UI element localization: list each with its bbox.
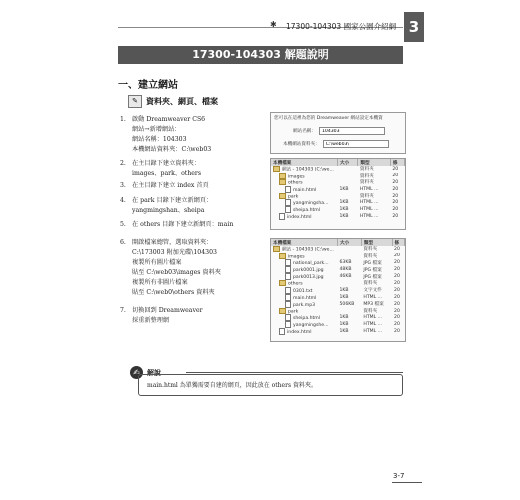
file-modified: 20 [394,322,400,328]
folder-icon [279,280,286,286]
file-name: images [271,253,338,260]
file-modified: 20 [392,214,399,220]
file-size: 1KB [339,186,349,192]
file-name: 網站 - 104303 (C:\we... [271,246,338,253]
file-row[interactable] [271,287,405,294]
file-modified: 20 [394,280,400,286]
file-name: park.mp3 [271,301,338,308]
file-icon [285,259,291,266]
step-text [132,159,201,179]
note-box: main.html 為單獨需要自建的網頁，因此放在 others 資料夾。 [138,374,403,396]
step-line: 複製所有非圖片檔案 [132,279,188,286]
file-modified: 20 [394,315,400,321]
files-panel-2 [270,238,406,342]
local-folder-label: 本機網站資料夾： [283,142,320,147]
file-modified: 20 [394,301,400,307]
file-row[interactable] [271,199,405,206]
file-row[interactable] [271,280,405,287]
file-modified: 20 [394,253,400,259]
file-size [338,173,358,180]
file-row[interactable] [271,166,405,173]
file-modified: 20 [392,186,399,192]
step-line: 網站名稱：104303 [132,136,187,143]
step-line: 貼至 C:\web0\others 資料夾 [132,289,215,296]
file-icon [285,186,291,193]
step-line: 採重新整理網 [132,317,170,324]
file-name: sheipa.html [271,206,338,213]
file-modified: 20 [392,193,399,199]
column-header[interactable]: 類型 [361,239,392,246]
file-row[interactable] [271,259,405,266]
step-line: images、park、others [132,170,202,177]
step-text [132,306,203,326]
column-header[interactable]: 本機檔案 [271,159,338,166]
file-type: 資料夾 [359,180,374,186]
file-size: 46KB [339,274,352,280]
file-name: 0301.txt [271,287,338,294]
file-modified: 20 [394,274,400,280]
step-line: 切換回到 Dreamweaver [132,307,203,314]
file-name: yangmingshe... [271,321,338,328]
file-type: HTML ... [363,315,382,321]
file-name: park0001.jpg [271,266,338,273]
step-line: 開啟檔案總管，選取資料夾： [132,239,213,246]
step-line: C:\173003 附加光碟\104303 [132,249,217,256]
step-item [120,306,203,326]
file-modified: 20 [394,246,400,252]
file-modified: 20 [394,260,400,266]
file-type: HTML ... [363,322,382,328]
file-size [338,193,358,200]
step-line: yangmingshan、sheipa [132,207,205,214]
step-line: 貼至 C:\web03\images 資料夾 [132,269,221,276]
column-header[interactable]: 類型 [358,159,390,166]
file-size: 63KB [339,260,352,266]
file-type: 資料夾 [363,247,378,253]
file-name: national_park... [271,259,338,266]
folder-icon [279,179,286,185]
step-number: 1. [120,116,126,123]
step-text [132,238,221,298]
step-line: 複製所有圖片檔案 [132,259,182,266]
step-item [120,115,211,155]
file-modified: 20 [394,294,400,300]
folder-icon [279,253,286,259]
file-icon [285,294,291,301]
file-size: 1KB [339,207,349,213]
file-row[interactable] [271,206,405,213]
file-type: HTML ... [363,329,382,335]
step-item [120,238,221,298]
step-text [132,220,233,230]
step-line: 在 others 目錄下建立新網頁：main [132,221,234,228]
file-size [338,280,362,287]
step-number: 2. [120,160,126,167]
file-modified: 20 [392,166,399,172]
file-modified: 20 [394,308,400,314]
file-row[interactable] [271,308,405,315]
file-icon [285,273,291,280]
file-row[interactable] [271,321,405,328]
file-icon [285,206,291,213]
file-size [338,166,358,173]
file-type: 資料夾 [359,194,374,200]
folder-icon [279,193,286,199]
file-name: index.html [271,213,338,220]
file-size: 1KB [339,315,349,321]
file-row[interactable] [271,253,405,260]
site-setup-dialog [270,112,406,154]
column-header[interactable]: 修 [392,239,404,246]
step-number: 7. [120,307,126,314]
file-modified: 20 [394,287,400,293]
file-name: others [271,280,338,287]
step-text [132,196,212,216]
step-text [132,181,209,191]
step-item [120,196,212,216]
file-type: MP3 檔案 [363,302,384,308]
file-row[interactable] [271,328,405,335]
file-row[interactable] [271,179,405,186]
file-type: HTML ... [359,214,379,220]
file-name: 網站 - 104303 (C:\we... [271,166,338,173]
folder-icon [273,166,280,172]
step-number: 4. [120,197,126,204]
file-modified: 20 [394,267,400,273]
section-title: 一、建立網站 [118,80,178,91]
step-line: 在主目錄下建立資料夾： [132,160,201,167]
file-icon [285,321,291,328]
file-size: 1KB [339,329,349,335]
file-name: park0013.jpg [271,273,338,280]
folder-icon [273,246,280,252]
chapter-tab: 3 [404,12,424,42]
running-title: 17300-104303 國家公園介紹網 [286,22,397,31]
file-row[interactable] [271,186,405,193]
file-type: 資料夾 [359,167,374,173]
file-modified: 20 [392,173,399,179]
file-modified: 20 [392,207,399,213]
file-row[interactable] [271,173,405,180]
file-icon [285,314,291,321]
file-name: yangmingsha... [271,199,338,206]
step-item [120,159,201,179]
star-icon: ✱ [270,20,277,29]
file-size [338,308,362,315]
file-row[interactable] [271,266,405,273]
file-size [338,246,362,253]
step-number: 3. [120,182,126,189]
file-name: main.html [271,294,338,301]
subsection-heading [128,95,218,108]
file-modified: 20 [392,200,399,206]
file-type: 文字文件 [363,288,382,294]
file-row[interactable] [271,273,405,280]
note-rule [186,372,403,373]
file-row[interactable] [271,301,405,308]
file-name: main.html [271,186,338,193]
step-line: 本機網站資料夾：C:\web03 [132,146,212,153]
file-icon [285,266,291,273]
step-number: 6. [120,239,126,246]
step-line: 在主目錄下建立 index 首頁 [132,182,209,189]
file-type: HTML ... [359,186,379,192]
file-type: 資料夾 [363,281,378,287]
step-line: 啟動 Dreamweaver CS6 [132,116,206,123]
file-size: 1KB [339,200,349,206]
folder-icon [279,173,286,179]
file-size: 48KB [339,267,352,273]
file-type: HTML ... [363,294,382,300]
file-type: JPG 檔案 [363,260,382,266]
dialog-description: 您可以在這裡為您的 Dreamweaver 網站設定本機資 [274,116,383,121]
page-number: 3-7 [393,472,405,480]
file-type: 資料夾 [363,253,378,259]
file-row[interactable] [271,193,405,200]
file-icon [279,328,285,335]
column-header[interactable]: 修 [390,159,404,166]
page-rule [392,482,422,483]
file-type: 資料夾 [363,309,378,315]
subsection-title: 資料夾、網頁、檔案 [146,97,218,106]
file-size: 1KB [339,214,349,220]
file-type: 資料夾 [359,173,374,179]
file-icon [285,199,291,206]
file-name: index.html [271,328,338,335]
step-line: 網站→新增網站： [132,126,181,133]
page-title: 17300-104303 解題說明 [118,46,403,64]
local-folder-input[interactable] [323,140,389,148]
folder-icon [279,308,286,314]
files-panel-1 [270,158,406,230]
file-row[interactable] [271,246,405,253]
site-name-input[interactable] [319,127,385,135]
step-line: 在 park 目錄下建立新網頁： [132,197,213,204]
step-item [120,181,209,191]
file-size: 1KB [339,294,349,300]
file-icon [285,287,291,294]
file-size: 506KB [339,301,355,307]
site-name-label: 網站名稱： [293,129,316,134]
file-type: JPG 檔案 [363,274,382,280]
file-name: sheipa.html [271,314,338,321]
file-name: images [271,173,338,180]
step-text [132,115,211,155]
file-name: others [271,179,338,186]
step-number: 5. [120,221,126,228]
file-icon [285,301,291,308]
file-size [338,179,358,186]
note-label: 解說 [147,368,161,377]
note-icon: ✍ [130,366,143,379]
step-item [120,220,233,230]
file-modified: 20 [394,329,400,335]
file-size: 1KB [339,322,349,328]
column-header[interactable]: 大小 [338,239,362,246]
file-type: HTML ... [359,200,379,206]
column-header[interactable]: 大小 [338,159,358,166]
file-modified: 20 [392,179,399,185]
file-row[interactable] [271,294,405,301]
file-size: 1KB [339,287,349,293]
file-size [338,253,362,260]
file-name: park [271,308,338,315]
file-type: JPG 檔案 [363,267,382,273]
file-row[interactable] [271,314,405,321]
file-name: park [271,193,338,200]
file-row[interactable] [271,213,405,220]
file-icon [279,213,285,220]
folder-icon: ✎ [128,95,142,108]
column-header[interactable]: 本機檔案 [271,239,338,246]
file-type: HTML ... [359,207,379,213]
